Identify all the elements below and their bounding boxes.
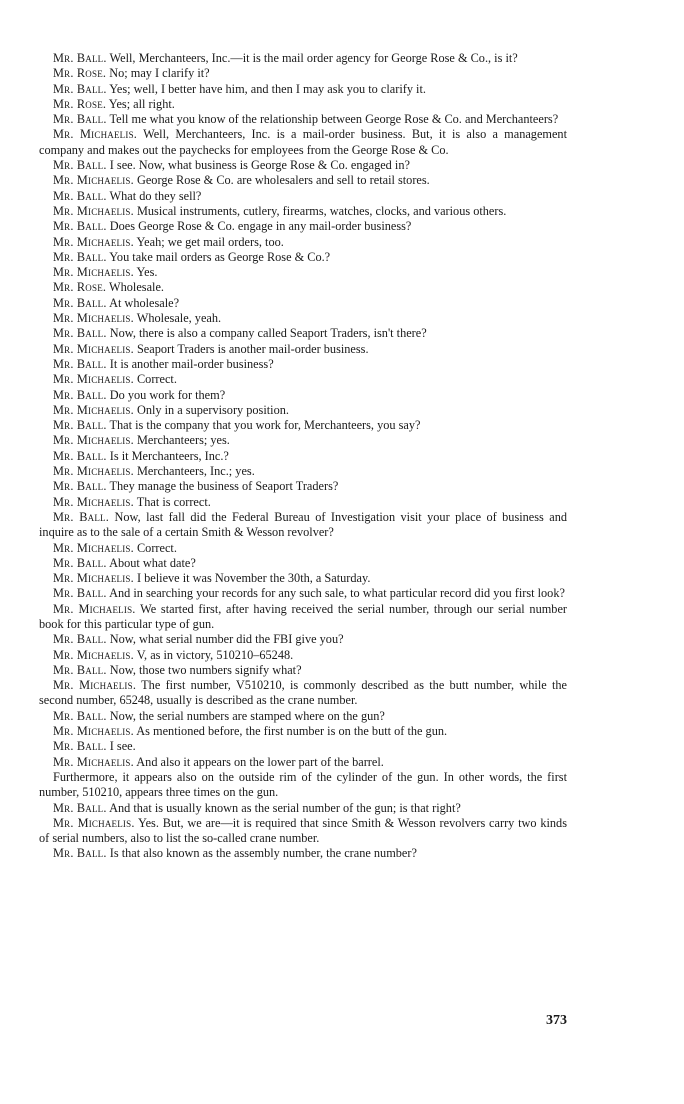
speaker-name: Mr. Ball.: [53, 326, 107, 341]
speaker-name: Mr. Ball.: [53, 555, 107, 570]
speaker-name: Mr. Michaelis.: [53, 724, 134, 739]
speaker-name: Mr. Michaelis.: [53, 341, 134, 356]
speech-text: And that is usually known as the serial number of the gun; is that right?: [109, 800, 461, 815]
speech-text: Correct.: [136, 372, 177, 387]
transcript-paragraph: [39, 112, 567, 127]
transcript-paragraph: [39, 709, 567, 724]
transcript-paragraph: [39, 739, 567, 754]
speaker-name: Mr. Michaelis.: [53, 464, 134, 479]
transcript-paragraph: [39, 66, 567, 81]
transcript-paragraph: [39, 663, 567, 678]
speech-text: They manage the business of Seaport Traders?: [109, 479, 339, 494]
transcript-paragraph: [39, 189, 567, 204]
speaker-name: Mr. Michaelis.: [53, 173, 134, 188]
speech-text: Now, those two numbers signify what?: [109, 662, 302, 677]
speech-text: Well, Merchanteers, Inc. is a mail-order business. But, it is also a management company and makes out the paychecks for employees from the George Rose & Co.: [39, 127, 567, 157]
speaker-name: Mr. Ball.: [53, 219, 107, 234]
transcript-paragraph: [39, 648, 567, 663]
speech-text: Only in a supervisory position.: [136, 402, 289, 417]
speaker-name: Mr. Ball.: [53, 662, 107, 677]
transcript-paragraph: [39, 724, 567, 739]
speech-text: Now, there is also a company called Seaport Traders, isn't there?: [109, 326, 427, 341]
page-number: 373: [546, 1013, 567, 1028]
speech-text: As mentioned before, the first number is on the butt of the gun.: [136, 724, 448, 739]
transcript-paragraph: [39, 403, 567, 418]
transcript-paragraph: [39, 235, 567, 250]
transcript-paragraph: [39, 388, 567, 403]
speaker-name: Mr. Ball.: [53, 800, 107, 815]
speech-text: Seaport Traders is another mail-order business.: [136, 341, 369, 356]
transcript-body: [39, 51, 567, 862]
transcript-page: [39, 51, 567, 862]
transcript-paragraph: [39, 219, 567, 234]
transcript-paragraph: [39, 158, 567, 173]
speaker-name: Mr. Rose.: [53, 280, 107, 295]
transcript-paragraph: [39, 479, 567, 494]
speech-text: I believe it was November the 30th, a Saturday.: [136, 571, 371, 586]
speech-text: I see.: [109, 739, 136, 754]
speaker-name: Mr. Michaelis.: [53, 571, 134, 586]
transcript-paragraph: [39, 173, 567, 188]
speaker-name: Mr. Michaelis.: [53, 754, 134, 769]
speaker-name: Mr. Ball.: [53, 632, 107, 647]
speech-text: That is the company that you work for, Merchanteers, you say?: [109, 418, 421, 433]
speaker-name: Mr. Ball.: [53, 158, 107, 173]
transcript-paragraph: [39, 372, 567, 387]
speech-text: And in searching your records for any such sale, to what particular record did you first look?: [109, 586, 565, 601]
speaker-name: Mr. Ball.: [53, 112, 107, 127]
transcript-paragraph: [39, 326, 567, 341]
speaker-name: Mr. Michaelis.: [53, 433, 134, 448]
speaker-name: Mr. Michaelis.: [53, 265, 134, 280]
speech-text: Musical instruments, cutlery, firearms, watches, clocks, and various others.: [136, 203, 507, 218]
speaker-name: Mr. Ball.: [53, 188, 107, 203]
transcript-paragraph: [39, 801, 567, 816]
transcript-paragraph: [39, 846, 567, 861]
transcript-paragraph: [39, 280, 567, 295]
speaker-name: Mr. Ball.: [53, 448, 107, 463]
speech-text: Tell me what you know of the relationship between George Rose & Co. and Merchanteers?: [109, 112, 559, 127]
transcript-paragraph: [39, 97, 567, 112]
speaker-name: Mr. Ball.: [53, 356, 107, 371]
speech-text: I see. Now, what business is George Rose & Co. engaged in?: [109, 158, 410, 173]
speech-text: Is that also known as the assembly number, the crane number?: [109, 846, 417, 861]
speech-text: Now, the serial numbers are stamped where on the gun?: [109, 708, 385, 723]
transcript-paragraph: [39, 510, 567, 541]
speaker-name: Mr. Michaelis.: [53, 601, 136, 616]
speaker-name: Mr. Michaelis.: [53, 815, 135, 830]
transcript-paragraph: [39, 127, 567, 158]
speaker-name: Mr. Michaelis.: [53, 372, 134, 387]
speech-text: No; may I clarify it?: [109, 66, 210, 81]
speaker-name: Mr. Ball.: [53, 708, 107, 723]
speaker-name: Mr. Ball.: [53, 295, 107, 310]
speaker-name: Mr. Michaelis.: [53, 311, 134, 326]
transcript-paragraph: [39, 541, 567, 556]
speaker-name: Mr. Ball.: [53, 51, 107, 65]
speech-text: Wholesale.: [109, 280, 165, 295]
transcript-paragraph: [39, 755, 567, 770]
transcript-paragraph: [39, 586, 567, 601]
speech-text: About what date?: [109, 555, 196, 570]
transcript-paragraph: [39, 678, 567, 709]
speech-text: George Rose & Co. are wholesalers and sell to retail stores.: [136, 173, 430, 188]
speech-text: Yes; all right.: [108, 96, 175, 111]
speaker-name: Mr. Ball.: [53, 249, 107, 264]
speaker-name: Mr. Ball.: [53, 846, 107, 861]
speaker-name: Mr. Michaelis.: [53, 540, 134, 555]
transcript-paragraph: [39, 556, 567, 571]
transcript-paragraph: [39, 265, 567, 280]
transcript-paragraph: [39, 311, 567, 326]
transcript-paragraph: [39, 602, 567, 633]
speech-text: Yes; well, I better have him, and then I may ask you to clarify it.: [109, 81, 426, 96]
speech-text: And also it appears on the lower part of the barrel.: [136, 754, 384, 769]
speech-text: Now, what serial number did the FBI give you?: [109, 632, 344, 647]
speech-text: Now, last fall did the Federal Bureau of Investigation visit your place of business and inquire as to the sale of a certain Smith & Wesson revolver?: [39, 509, 568, 540]
speaker-name: Mr. Ball.: [53, 509, 110, 524]
speech-text: Merchanteers; yes.: [136, 433, 230, 448]
speech-text: Is it Merchanteers, Inc.?: [109, 448, 229, 463]
transcript-paragraph: [39, 357, 567, 372]
transcript-paragraph: [39, 449, 567, 464]
speaker-name: Mr. Michaelis.: [53, 494, 134, 509]
transcript-paragraph: [39, 342, 567, 357]
speech-text: Merchanteers, Inc.; yes.: [136, 464, 255, 479]
transcript-paragraph: [39, 632, 567, 647]
transcript-paragraph: [39, 418, 567, 433]
speaker-name: Mr. Michaelis.: [53, 234, 134, 249]
speaker-name: Mr. Michaelis.: [53, 402, 134, 417]
speech-text: Yeah; we get mail orders, too.: [136, 234, 284, 249]
transcript-paragraph: [39, 204, 567, 219]
speaker-name: Mr. Michaelis.: [53, 203, 134, 218]
speaker-name: Mr. Rose.: [53, 66, 107, 81]
speech-text: We started first, after having received the serial number, through our serial number book for this particular type of gun.: [39, 601, 567, 631]
speech-text: Yes.: [136, 265, 158, 280]
speaker-name: Mr. Michaelis.: [53, 127, 138, 142]
speech-text: Wholesale, yeah.: [136, 311, 222, 326]
speaker-name: Mr. Ball.: [53, 418, 107, 433]
speech-text: That is correct.: [136, 494, 211, 509]
speech-text: Does George Rose & Co. engage in any mail-order business?: [109, 219, 412, 234]
speech-text: V, as in victory, 510210–65248.: [136, 647, 294, 662]
speaker-name: Mr. Michaelis.: [53, 647, 134, 662]
speaker-name: Mr. Ball.: [53, 479, 107, 494]
transcript-paragraph: [39, 82, 567, 97]
speech-text: Do you work for them?: [109, 387, 226, 402]
transcript-paragraph: [39, 770, 567, 801]
transcript-paragraph: [39, 495, 567, 510]
transcript-paragraph: [39, 464, 567, 479]
transcript-paragraph: [39, 51, 567, 66]
speech-text: Correct.: [136, 540, 177, 555]
transcript-paragraph: [39, 816, 567, 847]
transcript-paragraph: [39, 250, 567, 265]
speech-text: At wholesale?: [109, 295, 180, 310]
transcript-paragraph: [39, 571, 567, 586]
speech-text: Yes. But, we are—it is required that since Smith & Wesson revolvers carry two kinds of serial numbers, also to list the so-called crane number.: [39, 815, 567, 846]
speaker-name: Mr. Ball.: [53, 586, 107, 601]
transcript-paragraph: [39, 433, 567, 448]
speech-text: What do they sell?: [109, 188, 202, 203]
speech-text: The first number, V510210, is commonly described as the butt number, while the second number, 65248, usually is described as the crane number.: [39, 678, 568, 708]
speech-text: It is another mail-order business?: [109, 356, 274, 371]
speaker-name: Mr. Rose.: [53, 96, 107, 111]
speech-text: Furthermore, it appears also on the outside rim of the cylinder of the gun. In other words, the first number, 510210, appears three times on the gun.: [39, 769, 567, 800]
transcript-paragraph: [39, 296, 567, 311]
speech-text: You take mail orders as George Rose & Co.?: [109, 249, 331, 264]
speaker-name: Mr. Ball.: [53, 81, 107, 96]
speaker-name: Mr. Ball.: [53, 387, 107, 402]
speaker-name: Mr. Ball.: [53, 739, 107, 754]
speech-text: Well, Merchanteers, Inc.—it is the mail order agency for George Rose & Co., is it?: [109, 51, 518, 65]
speaker-name: Mr. Michaelis.: [53, 678, 137, 693]
